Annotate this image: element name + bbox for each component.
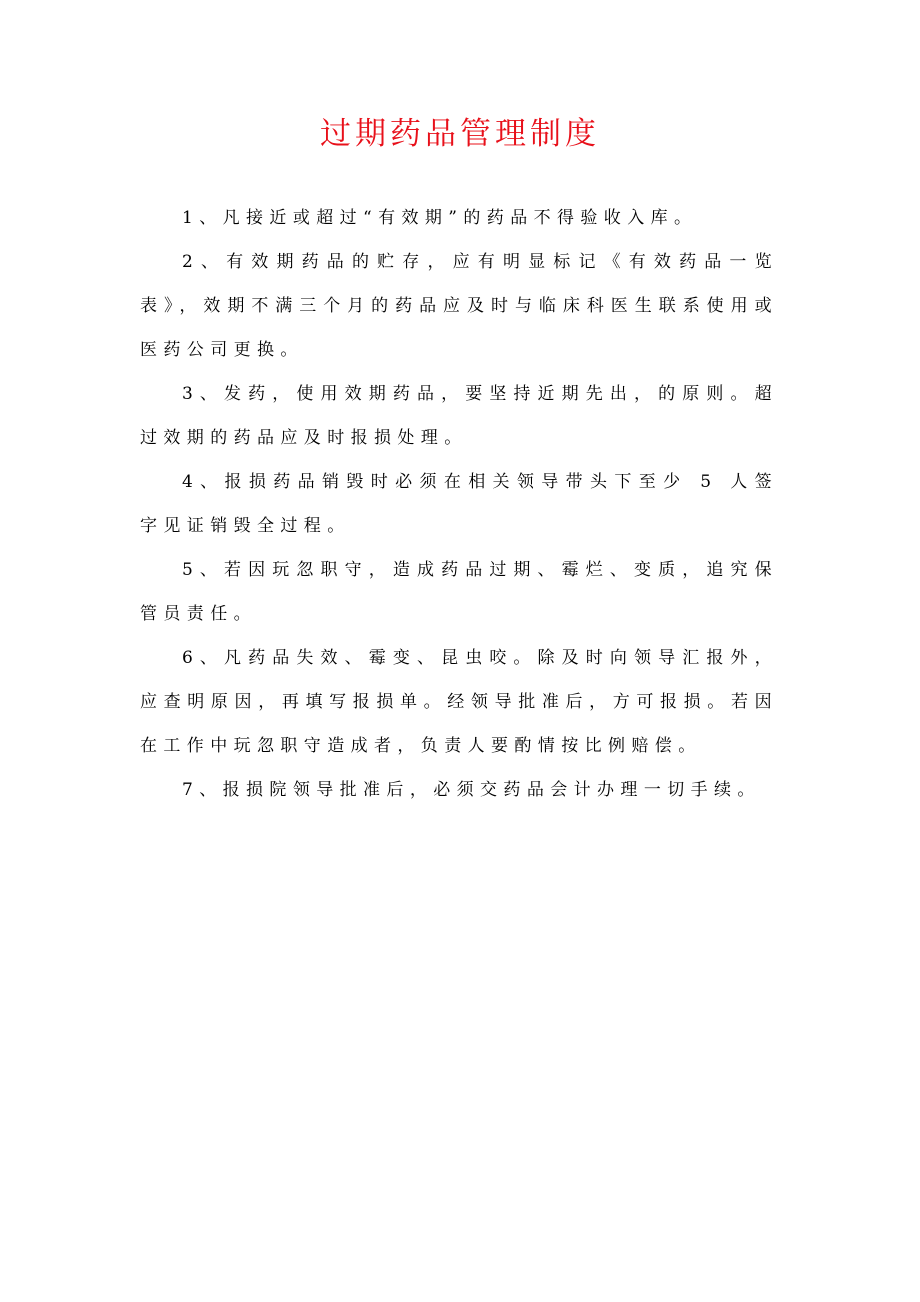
document-title: 过期药品管理制度 [320, 116, 600, 152]
paragraph-4: 4、报损药品销毁时必须在相关领导带头下至少 5 人签字见证销毁全过程。 [140, 472, 778, 536]
document-body [140, 196, 778, 812]
paragraph-5: 5、若因玩忽职守，造成药品过期、霉烂、变质，追究保管员责任。 [140, 560, 778, 624]
paragraph-1: 1、凡接近或超过“有效期”的药品不得验收入库。 [182, 208, 698, 228]
paragraph-3: 3、发药，使用效期药品，要坚持近期先出，的原则。超过效期的药品应及时报损处理。 [140, 384, 778, 448]
paragraph-7: 7、报损院领导批准后，必须交药品会计办理一切手续。 [182, 780, 761, 800]
paragraph-2: 2、有效期药品的贮存，应有明显标记《有效药品一览表》，效期不满三个月的药品应及时与临床科医生联系使用或医药公司更换。 [140, 252, 778, 360]
paragraph-6: 6、凡药品失效、霉变、昆虫咬。除及时向领导汇报外，应查明原因，再填写报损单。经领导批准后，方可报损。若因在工作中玩忽职守造成者，负责人要酌情按比例赔偿。 [140, 648, 778, 756]
